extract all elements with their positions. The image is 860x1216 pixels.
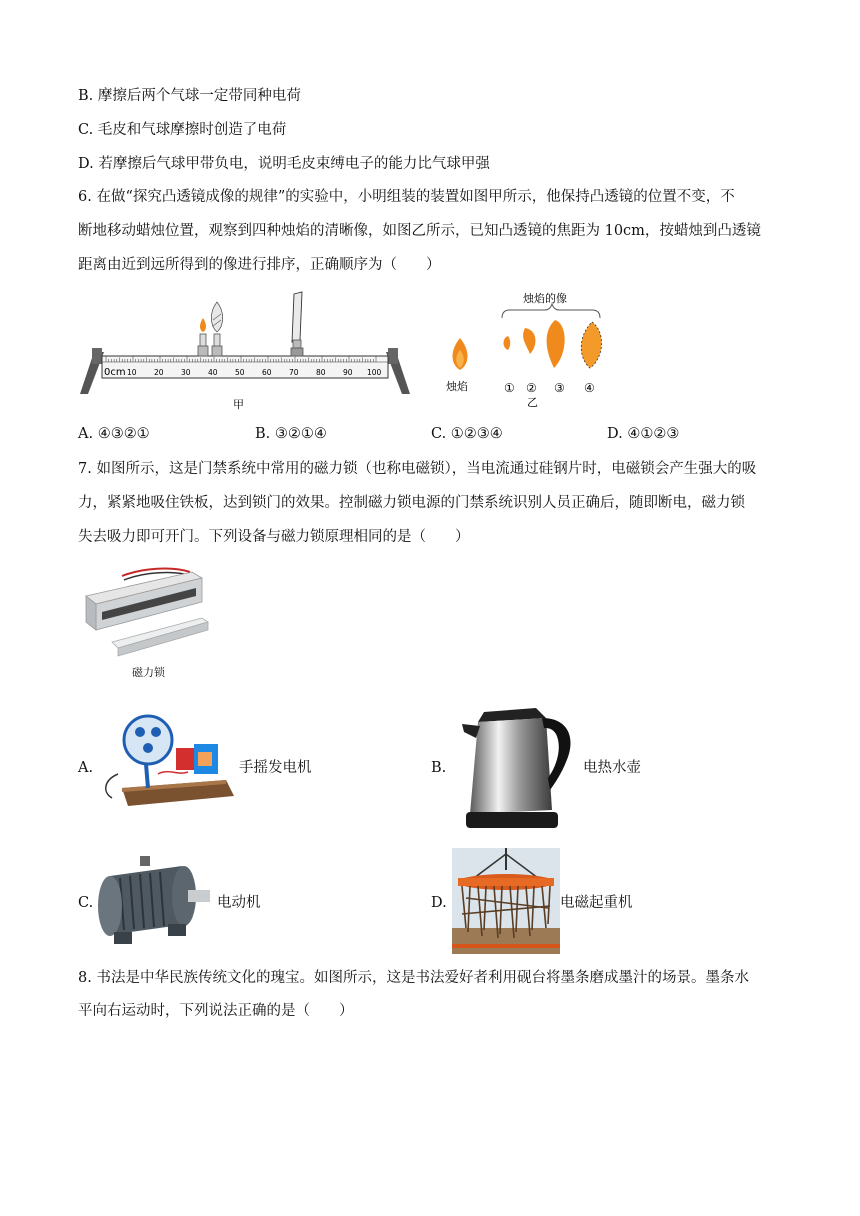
q7-option-c-name: 电动机 xyxy=(217,895,261,911)
q7-option-b-letter: B. xyxy=(431,760,447,776)
q6-option-c: C. ①②③④ xyxy=(431,426,503,442)
ruler-tick-label: 20 xyxy=(154,368,164,377)
image-num-1: ① xyxy=(504,381,515,395)
ruler-tick-label: 100 xyxy=(367,368,382,377)
q6-option-b: B. ③②①④ xyxy=(255,426,327,442)
q7-option-a-letter: A. xyxy=(78,760,94,776)
q7-option-d-letter: D. xyxy=(431,895,447,911)
ruler-tick-label: 10 xyxy=(127,368,137,377)
q5-option-c: C. 毛皮和气球摩擦时创造了电荷 xyxy=(78,122,287,138)
ruler-tick-label: 70 xyxy=(289,368,299,377)
image-num-3: ③ xyxy=(554,381,565,395)
image-num-2: ② xyxy=(526,381,537,395)
q7-stem-line2: 力，紧紧地吸住铁板，达到锁门的效果。控制磁力锁电源的门禁系统识别人员正确后，随即断电，磁力锁 xyxy=(78,495,745,511)
q7-stem-line3: 失去吸力即可开门。下列设备与磁力锁原理相同的是（ ） xyxy=(78,529,470,545)
q5-option-d: D. 若摩擦后气球甲带负电，说明毛皮束缚电子的能力比气球甲强 xyxy=(78,156,490,172)
electromagnetic-crane-image xyxy=(452,848,560,954)
figure-a-label: 甲 xyxy=(233,398,244,411)
q6-stem-line2: 断地移动蜡烛位置，观察到四种烛焰的清晰像，如图乙所示，已知凸透镜的焦距为 10cm，按蜡烛到凸透镜 xyxy=(78,223,761,239)
q8-stem-line2: 平向右运动时，下列说法正确的是（ ） xyxy=(78,1003,354,1019)
ruler-tick-label: 60 xyxy=(262,368,272,377)
flame-label: 烛焰 xyxy=(446,380,468,393)
image-num-4: ④ xyxy=(584,381,595,395)
ruler-tick-label: 50 xyxy=(235,368,245,377)
hand-generator-image xyxy=(98,710,238,810)
q7-option-b-name: 电热水壶 xyxy=(583,760,641,776)
figure-b-label: 乙 xyxy=(527,396,538,409)
ruler-tick-label: 80 xyxy=(316,368,326,377)
images-title: 烛焰的像 xyxy=(523,292,567,305)
ruler-tick-label: 30 xyxy=(181,368,191,377)
flame-images-figure xyxy=(440,288,620,410)
q6-stem-line3: 距离由近到远所得到的像进行排序，正确顺序为（ ） xyxy=(78,257,441,273)
q5-option-b: B. 摩擦后两个气球一定带同种电荷 xyxy=(78,88,301,104)
q6-option-a: A. ④③②① xyxy=(78,426,150,442)
q7-stem-line1: 7. 如图所示，这是门禁系统中常用的磁力锁（也称电磁锁），当电流通过硅钢片时，电磁锁会产生强大的吸 xyxy=(78,461,757,477)
magnetic-lock-image xyxy=(82,562,212,682)
q7-option-c-letter: C. xyxy=(78,895,94,911)
magnetic-lock-caption: 磁力锁 xyxy=(132,666,165,679)
ruler-zero-label: 0cm xyxy=(104,367,126,378)
q8-stem-line1: 8. 书法是中华民族传统文化的瑰宝。如图所示，这是书法爱好者利用砚台将墨条磨成墨汁的场景。墨条水 xyxy=(78,970,749,986)
ruler-tick-label: 90 xyxy=(343,368,353,377)
optical-bench-figure xyxy=(80,290,410,412)
q6-option-d: D. ④①②③ xyxy=(607,426,680,442)
electric-kettle-image xyxy=(458,698,580,832)
q6-stem-line1: 6. 在做“探究凸透镜成像的规律”的实验中，小明组装的装置如图甲所示，他保持凸透镜的位置不变，不 xyxy=(78,189,735,205)
q7-option-d-name: 电磁起重机 xyxy=(560,895,633,911)
q7-option-a-name: 手摇发电机 xyxy=(239,760,312,776)
electric-motor-image xyxy=(96,852,214,948)
ruler-tick-label: 40 xyxy=(208,368,218,377)
